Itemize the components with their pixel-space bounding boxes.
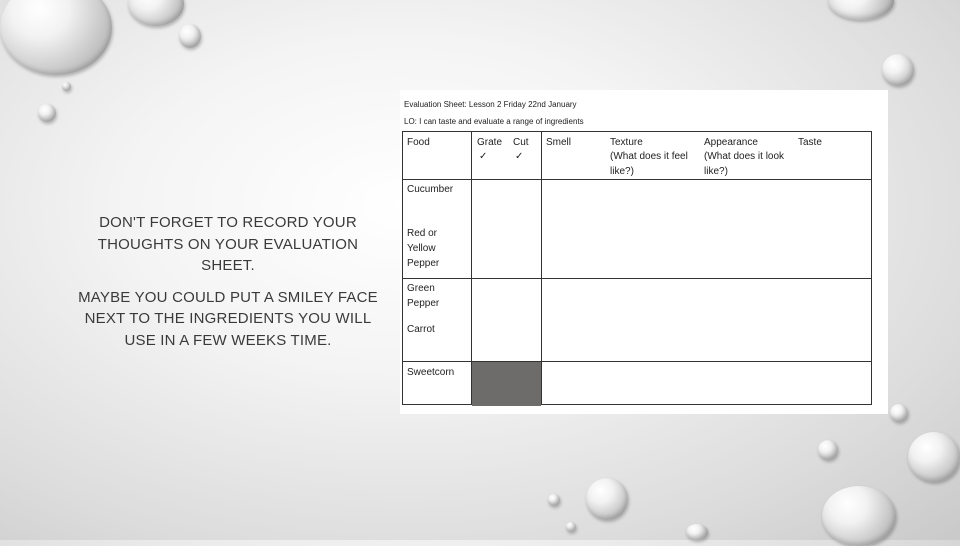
water-drop-decoration [890, 404, 908, 422]
water-drop-decoration [0, 0, 112, 75]
water-drop-decoration [828, 0, 894, 20]
row-carrot: Carrot [407, 324, 435, 335]
water-drop-decoration [908, 432, 960, 482]
water-drop-decoration [62, 82, 71, 91]
header-grate: Grate [477, 137, 503, 148]
header-texture-subtitle: (What does it feel like?) [610, 151, 688, 177]
water-drop-decoration [38, 104, 56, 122]
water-drop-decoration [179, 24, 201, 48]
grate-tick-icon: ✓ [479, 151, 488, 162]
header-appearance-subtitle: (What does it look like?) [704, 151, 785, 177]
row-red-yellow-pepper: Red or Yellow Pepper [407, 228, 440, 269]
water-drop-decoration [882, 54, 914, 86]
row-cucumber: Cucumber [407, 184, 454, 195]
header-taste: Taste [798, 137, 822, 148]
row-sweetcorn: Sweetcorn [407, 367, 455, 378]
water-drop-decoration [566, 522, 576, 532]
header-texture: Texture [610, 137, 643, 148]
header-appearance: Appearance [704, 137, 758, 148]
row-green-pepper: Green Pepper [407, 283, 440, 309]
water-drop-decoration [128, 0, 184, 26]
evaluation-sheet-image [400, 90, 888, 414]
instruction-text [70, 212, 386, 361]
water-drop-decoration [686, 524, 708, 540]
header-smell: Smell [546, 137, 572, 148]
sheet-title: Evaluation Sheet: Lesson 2 Friday 22nd January [404, 100, 577, 109]
water-drop-decoration [586, 478, 628, 520]
water-drop-decoration [548, 494, 560, 506]
instruction-paragraph-record: DON'T FORGET TO RECORD YOUR THOUGHTS ON YOUR EVALUATION SHEET. [97, 214, 359, 274]
header-food: Food [407, 137, 430, 148]
header-cut: Cut [513, 137, 529, 148]
shaded-cell [472, 362, 541, 406]
cut-tick-icon: ✓ [515, 151, 524, 162]
water-drop-decoration [822, 486, 896, 546]
sheet-objective: LO: I can taste and evaluate a range of ingredients [404, 117, 584, 126]
water-drop-decoration [818, 440, 838, 460]
instruction-paragraph-smiley: MAYBE YOU COULD PUT A SMILEY FACE NEXT TO THE INGREDIENTS YOU WILL USE IN A FEW WEEKS TIME. [78, 288, 378, 349]
evaluation-table [402, 131, 872, 405]
